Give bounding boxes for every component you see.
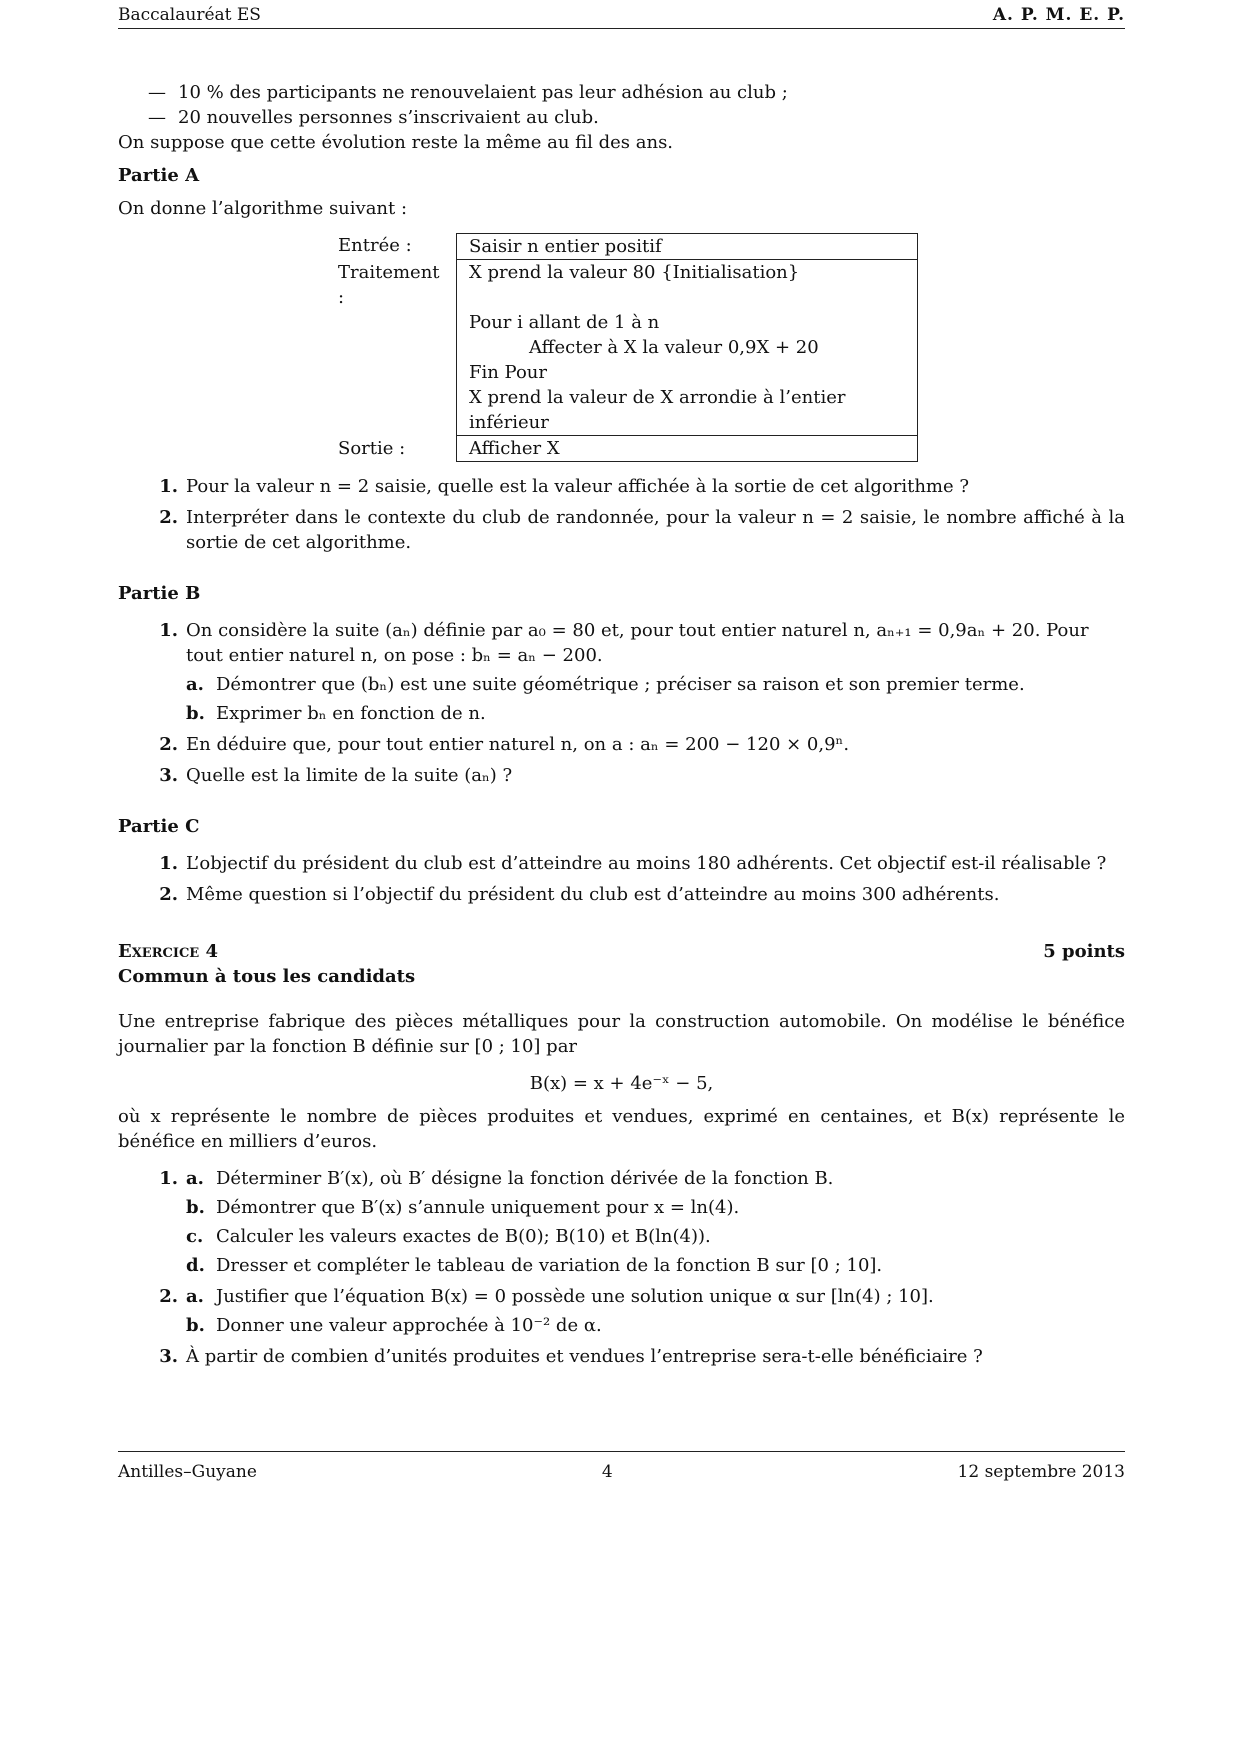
question bbox=[118, 505, 1125, 555]
question-number: 3. bbox=[159, 765, 178, 786]
sub-question-letter: b. bbox=[186, 1197, 205, 1218]
sub-question bbox=[186, 1253, 1125, 1278]
algo-line: Afficher X bbox=[456, 436, 918, 462]
sub-question-text: Déterminer B′(x), où B′ désigne la fonction dérivée de la fonction B. bbox=[216, 1168, 834, 1189]
intro-bullet-text: 10 % des participants ne renouvelaient pas leur adhésion au club ; bbox=[178, 82, 788, 103]
algo-label-sortie: Sortie : bbox=[338, 438, 406, 459]
intro-bullet-text: 20 nouvelles personnes s’inscrivaient au club. bbox=[178, 107, 599, 128]
question-number: 1. bbox=[159, 1168, 178, 1189]
question-text: Même question si l’objectif du président du club est d’atteindre au moins 300 adhérents. bbox=[186, 884, 1000, 905]
question-number: 2. bbox=[159, 884, 178, 905]
algorithm-box bbox=[338, 233, 1125, 462]
sub-question bbox=[186, 1313, 1125, 1338]
question bbox=[118, 474, 1125, 499]
question bbox=[118, 763, 1125, 788]
algo-line: X prend la valeur 80 {Initialisation} bbox=[456, 260, 918, 310]
algo-line: Saisir n entier positif bbox=[456, 233, 918, 260]
part-a-title: Partie A bbox=[118, 165, 200, 186]
sub-question bbox=[186, 672, 1125, 697]
footer-date: 12 septembre 2013 bbox=[957, 1462, 1125, 1482]
question-text: Pour la valeur n = 2 saisie, quelle est la valeur affichée à la sortie de cet algorithme ? bbox=[186, 476, 970, 497]
sub-question-letter: a. bbox=[186, 1168, 204, 1189]
exercise-points: 5 points bbox=[1043, 941, 1125, 962]
header-apmep: A. P. M. E. P. bbox=[992, 5, 1125, 25]
exercise-subtitle: Commun à tous les candidats bbox=[118, 966, 416, 987]
algo-label-traitement: Traitement : bbox=[338, 262, 440, 308]
question bbox=[118, 1344, 1125, 1369]
page-content bbox=[118, 80, 1125, 1375]
part-a-intro: On donne l’algorithme suivant : bbox=[118, 198, 408, 219]
question bbox=[118, 1284, 1125, 1338]
question-text: Quelle est la limite de la suite (aₙ) ? bbox=[186, 765, 513, 786]
question-number: 2. bbox=[159, 507, 178, 528]
question-text: Interpréter dans le contexte du club de randonnée, pour la valeur n = 2 saisie, le nombre affiché à la sortie de cet algorithme. bbox=[186, 507, 1125, 553]
question-number: 1. bbox=[159, 476, 178, 497]
question-number: 1. bbox=[159, 853, 178, 874]
algo-label-entree: Entrée : bbox=[338, 235, 412, 256]
question bbox=[118, 1166, 1125, 1278]
page-number: 4 bbox=[601, 1462, 613, 1482]
intro-bullet bbox=[118, 105, 1125, 130]
exercise-formula: B(x) = x + 4e⁻ˣ − 5, bbox=[529, 1073, 714, 1094]
dash-mark: — bbox=[148, 82, 166, 103]
question bbox=[118, 618, 1125, 726]
question bbox=[118, 882, 1125, 907]
question-text: On considère la suite (aₙ) définie par a₀ = 80 et, pour tout entier naturel n, aₙ₊₁ = 0,9aₙ + 20. Pour tout entier naturel n, on pose : bₙ = aₙ − 200. bbox=[186, 620, 1089, 666]
question bbox=[118, 851, 1125, 876]
sub-question-text: Exprimer bₙ en fonction de n. bbox=[216, 703, 486, 724]
sub-question bbox=[186, 1166, 1125, 1191]
dash-mark: — bbox=[148, 107, 166, 128]
exercise-after-formula: où x représente le nombre de pièces produites et vendues, exprimé en centaines, et B(x) représente le bénéfice en milliers d’euros. bbox=[118, 1106, 1125, 1152]
exercise-header bbox=[118, 939, 1125, 964]
sub-question-text: Donner une valeur approchée à 10⁻² de α. bbox=[216, 1315, 602, 1336]
question-number: 1. bbox=[159, 620, 178, 641]
question-number: 3. bbox=[159, 1346, 178, 1367]
part-b-title: Partie B bbox=[118, 583, 201, 604]
exercise-title: Exercice 4 bbox=[118, 941, 218, 962]
question-text: À partir de combien d’unités produites et vendues l’entreprise sera-t-elle bénéficiaire ? bbox=[186, 1346, 983, 1367]
sub-question-letter: c. bbox=[186, 1226, 204, 1247]
sub-question-letter: b. bbox=[186, 703, 205, 724]
algo-line: Affecter à X la valeur 0,9X + 20 bbox=[456, 335, 918, 360]
sub-question-letter: a. bbox=[186, 674, 204, 695]
question-text: En déduire que, pour tout entier naturel n, on a : aₙ = 200 − 120 × 0,9ⁿ. bbox=[186, 734, 850, 755]
question-text: L’objectif du président du club est d’atteindre au moins 180 adhérents. Cet objectif est-il réalisable ? bbox=[186, 853, 1107, 874]
page-header bbox=[118, 4, 1125, 29]
algo-line: Pour i allant de 1 à n bbox=[456, 310, 918, 335]
sub-question bbox=[186, 1284, 1125, 1309]
sub-question-text: Démontrer que (bₙ) est une suite géométrique ; préciser sa raison et son premier terme. bbox=[216, 674, 1025, 695]
part-c-title: Partie C bbox=[118, 816, 200, 837]
question bbox=[118, 732, 1125, 757]
page-footer bbox=[118, 1451, 1125, 1485]
footer-location: Antilles–Guyane bbox=[118, 1462, 257, 1482]
sub-question-text: Dresser et compléter le tableau de variation de la fonction B sur [0 ; 10]. bbox=[216, 1255, 883, 1276]
header-exam: Baccalauréat ES bbox=[118, 5, 261, 25]
algo-line: X prend la valeur de X arrondie à l’entier inférieur bbox=[456, 385, 918, 436]
intro-sentence: On suppose que cette évolution reste la même au fil des ans. bbox=[118, 132, 674, 153]
sub-question bbox=[186, 1224, 1125, 1249]
sub-question-letter: a. bbox=[186, 1286, 204, 1307]
sub-question bbox=[186, 701, 1125, 726]
document-page bbox=[118, 0, 1125, 1754]
intro-bullet bbox=[118, 80, 1125, 105]
sub-question-text: Calculer les valeurs exactes de B(0); B(10) et B(ln(4)). bbox=[216, 1226, 711, 1247]
sub-question-text: Démontrer que B′(x) s’annule uniquement pour x = ln(4). bbox=[216, 1197, 740, 1218]
exercise-intro: Une entreprise fabrique des pièces métalliques pour la construction automobile. On modélise le bénéfice journalier par la fonction B définie sur [0 ; 10] par bbox=[118, 1011, 1125, 1057]
sub-question bbox=[186, 1195, 1125, 1220]
sub-question-letter: b. bbox=[186, 1315, 205, 1336]
algo-line: Fin Pour bbox=[456, 360, 918, 385]
sub-question-letter: d. bbox=[186, 1255, 205, 1276]
question-number: 2. bbox=[159, 734, 178, 755]
question-number: 2. bbox=[159, 1286, 178, 1307]
sub-question-text: Justifier que l’équation B(x) = 0 possède une solution unique α sur [ln(4) ; 10]. bbox=[216, 1286, 934, 1307]
